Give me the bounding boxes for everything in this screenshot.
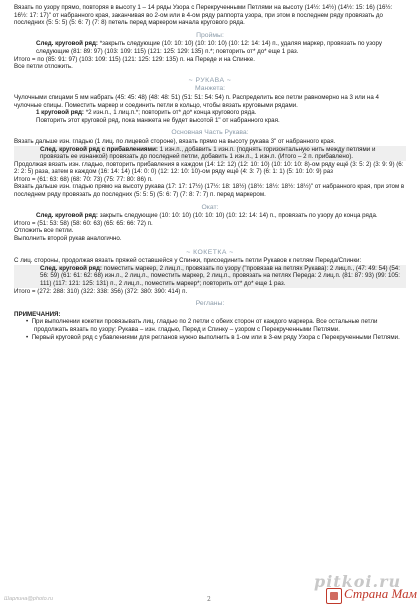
section-yoke-heading: ~ КОКЕТКА ~ (186, 248, 234, 256)
cap-row (14, 212, 406, 220)
yoke-paragraph: С лиц. стороны, продолжая вязать пряжей оставшейся у Спинки, присоединить петли Рукавов к петлям Переда/Спинки: (14, 257, 362, 265)
note-2: • Первый круговой ряд с убавлениями для регланов нужно выполнить в 1-ом или в 3-ем ряду Узора с Перекрученными Петлями. (26, 333, 400, 341)
section-armholes-heading: Проймы: (196, 31, 224, 39)
section-cap-heading: Окат: (201, 203, 219, 211)
cuff-repeat: Повторить этот круговой ряд, пока манжета не будет высотой 1" от набранного края. (36, 116, 280, 124)
cuff-row-1-label: 1 круговой ряд: (36, 109, 86, 117)
cuff-paragraph: Чулочными спицами 5 мм набрать (45: 45: 48) (48: 48: 51) (51: 51: 54: 54) п. Распределить все петли равномерно на 3 или на 4 чулочные спицы. Поместить маркер и соединить петли в кольцо, чтобы вязать круговыми рядами. (14, 93, 379, 109)
main-increase-label: След. круговой ряд с прибавлениями: (40, 145, 160, 153)
photo-watermark: Шарлина@photo.ru (4, 596, 54, 602)
armholes-total: Итого = по (85: 91: 97) (103: 109: 115) (121: 125: 129: 135) п. на Переде и на Спинке. (14, 55, 255, 63)
note-1-text: При выполнении кокетки провязывать лиц. гладью по 2 петли с обеих сторон от каждого маркера. Все остальные петли продолжать вязать по узору: Рукава – изн. гладью, Перед и Спинку – узором с Перекрученными Петлями. (31, 318, 378, 333)
site-logo: pitkoi.ru (314, 572, 402, 591)
brand-logo[interactable]: Страна Мам (344, 586, 417, 601)
yoke-row-label: След. круговой ряд: (40, 264, 104, 272)
cap-row-text: закрыть следующие (10: 10: 10) (10: 10: 10) (10: 12: 14: 14) п., провязать по узору до конца ряда. (99, 212, 378, 220)
yoke-total: Итого = (272: 288: 310) (322: 338: 356) (372: 380: 390: 414) п. (14, 287, 188, 295)
main-increase-row (14, 146, 406, 161)
armholes-row-text: *закрыть следующие (10: 10: 10) (10: 10: 10) (10: 12: 14: 14) п., удаляя маркер, провязать по узору следующие (81: 89: 97) (103: 109: 115) (121: 125: 129: 135) п.*; повторить от* до* еще 1 раз. (36, 40, 382, 55)
page-number: 2 (207, 596, 211, 603)
main-increase-text: 1 изн.п., добавить 1 изн.п. (поднять горизонтальную нить между петлями и провязать ее изнанкой) провязать до последней петли, добавить 1 изн.п., 1 изн.п. (Итого – 2 п. прибавлено). (40, 145, 376, 161)
cuff-row-1-text: *2 изн.п., 1 лиц.п.*; повторить от* до* конца кругового ряда. (85, 109, 257, 117)
armholes-row (14, 40, 406, 55)
notes-title: ПРИМЕЧАНИЯ: (14, 310, 61, 318)
cap-aside: Отложить все петли. (14, 227, 74, 235)
armholes-row-label: След. круговой ряд: (36, 40, 100, 48)
cap-total: Итого = (51: 53: 58) (58: 60: 63) (65: 65: 66: 72) п. (14, 219, 153, 227)
cap-row-label: След. круговой ряд: (36, 212, 100, 220)
section-raglan-heading: Регланы: (195, 300, 225, 308)
armholes-aside: Все петли отложить. (14, 63, 73, 71)
brand-logo-icon (326, 588, 342, 604)
cap-second-sleeve: Выполнить второй рукав аналогично. (14, 235, 122, 243)
yoke-row (14, 265, 406, 288)
section-main-heading: Основная Часть Рукава: (171, 129, 249, 137)
main-paragraph-1: Вязать дальше изн. гладью (1 лиц. по лицевой стороне), вязать прямо на высоту рукава 3" от набранного края. (14, 137, 336, 145)
main-total: Итого = (61: 63: 68) (68: 70: 73) (75: 77: 80: 86) п. (14, 175, 153, 183)
cuff-row-1 (14, 109, 406, 117)
note-2-text: Первый круговой ряд с убавлениями для регланов нужно выполнить в 1-ом или в 3-ем ряду Узора с Перекрученными Петлями. (31, 333, 400, 341)
main-paragraph-3: Вязать дальше изн. гладью прямо на высоту рукава (17: 17: 17½) (17½: 18: 18½) (18½: 18½: 18½: 18½)" от набранного края, при этом в последнем ряду провязать до последних (5: 5: 5) (5: 6: 7) (7: 8: 7: 7) п. перед маркером. (14, 183, 405, 199)
intro-paragraph: Вязать по узору прямо, повторяя в высоту 1 – 14 ряды Узора с Перекрученными Петлями на высоту (14½: 14½) (14½: 15: 16) (16½: 16½: 17: 17)" от набранного края, заканчивая во 2-ом или в 4-ом ряду раппорта узора, при этом в последнем ряду провязать до последних (5: 5: 5) (5: 6: 7) (7: 8) петель перед маркером начала кругового ряда. (14, 4, 393, 27)
section-cuff-heading: Манжета: (194, 85, 226, 93)
main-paragraph-2: Продолжая вязать изн. гладью, повторить прибавления в каждом (14: 12: 12) (12: 10: 10) (10: 10: 10: 8)-ом ряду ещё (3: 5: 2) (3: 9: 9) (6: 2: 2: 5) раза, затем в каждом (16: 14: 14) (14: 0: 0) (12: 12: 10: 10)-ом ряду ещё (4: 3: 7) (6: 1: 1) (5: 10: 10: 9) раз (14, 160, 404, 176)
note-1: • При выполнении кокетки провязывать лиц. гладью по 2 петли с обеих сторон от каждого маркера. Все остальные петли продолжать вязать по узору: Рукава – изн. гладью, Перед и Спинку – узором с Перекрученными Петлями. (26, 318, 378, 333)
yoke-row-text: поместить маркер, 2 лиц.п., провязать по узору ("провязав на петлях Рукава): 2 лиц.п., (47: 49: 54) (54: 56: 59) (61: 61: 62: 68) изн.п., 2 лиц.п., поместить маркер, 2 лиц.п., провязать на петлях Переда: 2 лиц.п. (81: 87: 93) (99: 105: 111) (117: 121: 125: 131) п., 2 лиц.п., поместить маркер*; повторить от* до* еще 1 раз. (40, 264, 401, 287)
section-sleeve-heading: ~ РУКАВА ~ (188, 76, 232, 84)
page-content (14, 4, 406, 341)
